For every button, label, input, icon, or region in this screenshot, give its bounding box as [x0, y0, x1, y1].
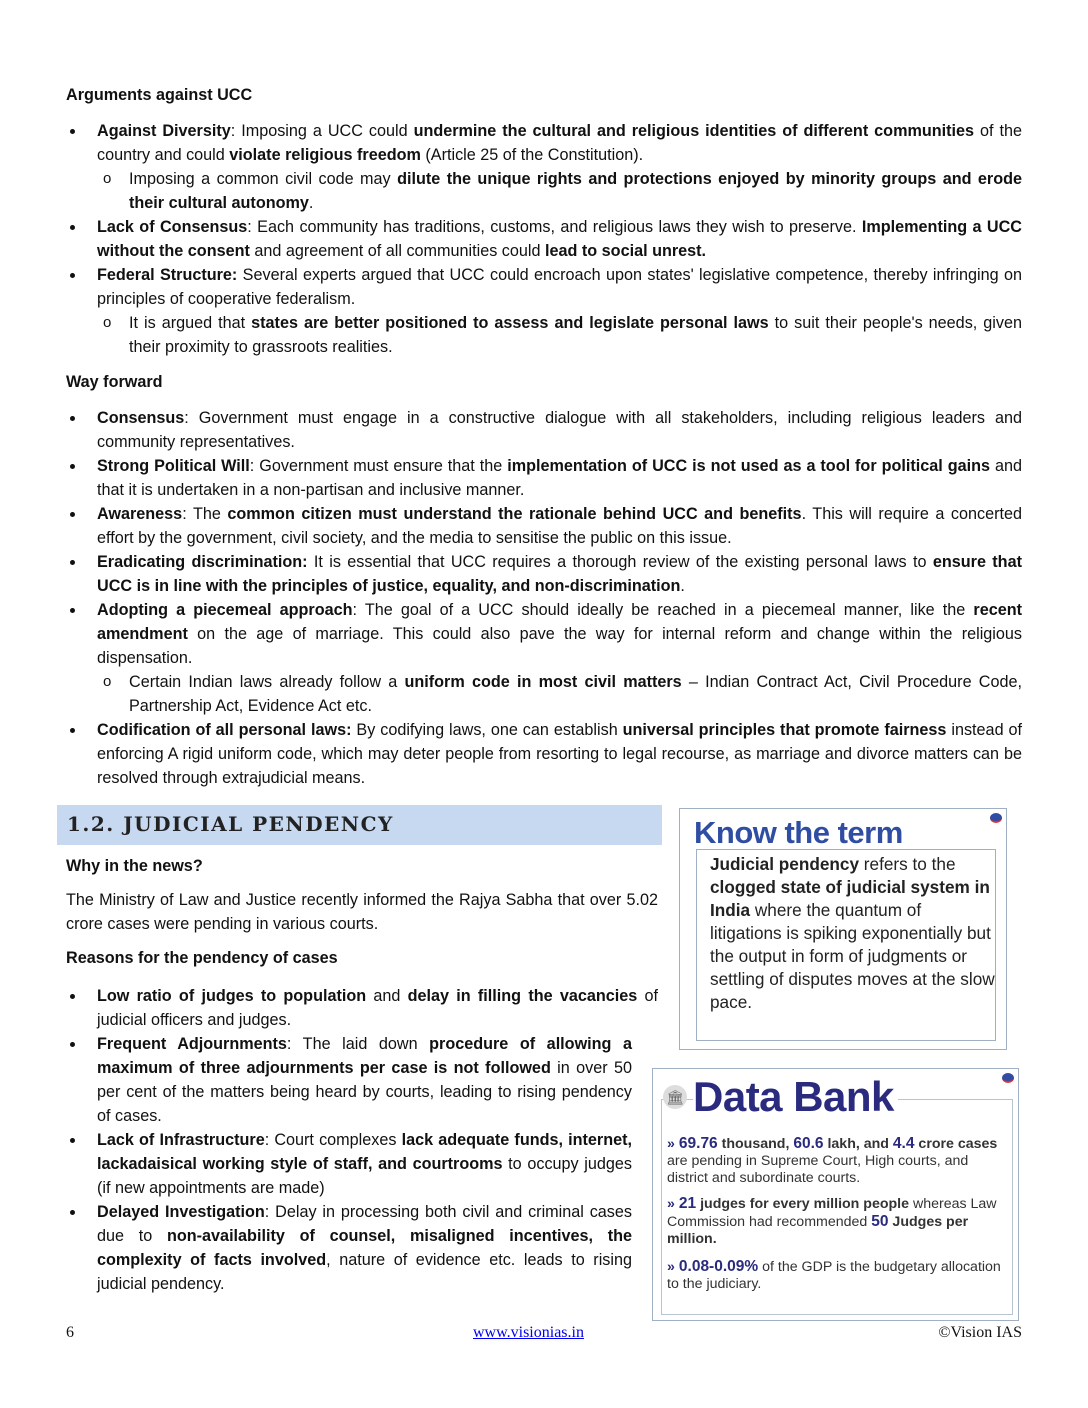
bullet-item [66, 1200, 632, 1296]
know-term-body [710, 853, 995, 1014]
text: are pending in Supreme Court, High courts, and district and subordinate courts. [667, 1153, 969, 1186]
sub-bullet-item [66, 311, 1022, 359]
bold-text: judges for every million people [696, 1196, 910, 1212]
bold-text: 0.08-0.09% [678, 1258, 759, 1275]
text: , nature of evidence etc. leads to rising judicial pendency. [97, 1251, 632, 1293]
footer [66, 1324, 1022, 1342]
bold-text: 50 [871, 1213, 889, 1230]
website-link[interactable]: www.visionias.in [473, 1324, 584, 1341]
bold-text: Awareness [97, 505, 183, 523]
text: . [308, 194, 314, 212]
text: instead of enforcing A rigid uniform code, which may deter people from resorting to legal recourse, as marriage and divorce matters can be resolved through extrajudicial means. [97, 721, 1022, 787]
heading-way-forward: Way forward [66, 373, 163, 391]
sub-bullet-item [66, 167, 1022, 215]
text: It is essential that UCC requires a thorough review of the existing personal laws to [307, 553, 933, 571]
text: of the GDP is the budgetary allocation to the judiciary. [667, 1259, 1001, 1292]
text: of the country and could [97, 122, 1022, 164]
bold-text: clogged state of judicial system in India [710, 877, 990, 920]
bold-text: Judges per million. [667, 1214, 969, 1247]
text: to occupy judges (if new appointments are made) [97, 1155, 632, 1197]
chevron-right-icon: » [667, 1196, 675, 1212]
text: By codifying laws, one can establish [351, 721, 623, 739]
bullet-item [66, 502, 1022, 550]
bold-text: delay in filling the vacancies [407, 987, 638, 1005]
heading-why-in-news: Why in the news? [66, 857, 203, 875]
bullet-item [66, 406, 1022, 454]
bold-text: common citizen must understand the rationale behind UCC and benefits [227, 505, 802, 523]
text: where the quantum of litigations is spiking exponentially but the output in form of judgments or settling of disputes moves at the slow pace. [710, 900, 995, 1012]
heading-reasons: Reasons for the pendency of cases [66, 949, 338, 967]
chevron-right-icon: » [667, 1259, 675, 1275]
bold-text: dilute the unique rights and protections enjoyed by minority groups and erode their cultural autonomy [129, 170, 1022, 212]
bold-text: Lack of Consensus [97, 218, 248, 236]
way-forward-list [66, 406, 1022, 790]
bullet-item [66, 263, 1022, 311]
text: Certain Indian laws already follow a [129, 673, 405, 691]
bold-text: Codification of all personal laws: [97, 721, 352, 739]
text: : Each community has traditions, customs, and religious laws they wish to preserve. [247, 218, 862, 236]
text: (Article 25 of the Constitution). [420, 146, 644, 164]
text: . This will require a concerted effort by the government, civil society, and the media to sensitise the public on this issue. [97, 505, 1022, 547]
data-bank-box [652, 1068, 1019, 1321]
data-bank-item [667, 1135, 1012, 1187]
bold-text: Strong Political Will [97, 457, 250, 475]
bullet-item [66, 718, 1022, 790]
bold-text: non-availability of counsel, misaligned incentives, the complexity of facts involved [97, 1227, 632, 1269]
sub-bullet-item [66, 670, 1022, 718]
heading-arguments-against: Arguments against UCC [66, 86, 253, 104]
bold-text: Federal Structure: [97, 266, 238, 284]
text: of judicial officers and judges. [97, 987, 658, 1029]
section-header [57, 805, 662, 845]
bold-text: lead to social unrest. [545, 242, 707, 260]
text: It is argued that [129, 314, 252, 332]
bold-text: uniform code in most civil matters [404, 673, 682, 691]
text: : Court complexes [264, 1131, 402, 1149]
bullet-item [66, 1032, 632, 1128]
text: refers to the [859, 854, 956, 874]
bold-text: Implementing a UCC without the consent [97, 218, 1022, 260]
text: : Government must ensure that the [249, 457, 508, 475]
bullet-item [66, 454, 1022, 502]
bold-text: lack adequate funds, internet, lackadaisical working style of staff, and courtrooms [97, 1131, 632, 1173]
bullet-item [66, 119, 1022, 167]
bold-text: Consensus [97, 409, 185, 427]
data-bank-item [667, 1195, 1012, 1248]
news-paragraph: The Ministry of Law and Justice recently informed the Rajya Sabha that over 5.02 crore cases were pending in various courts. [66, 891, 658, 933]
text: whereas Law Commission had recommended [667, 1196, 997, 1230]
bold-text: crore cases [914, 1136, 998, 1152]
reasons-list [66, 984, 658, 1296]
bold-text: Judicial pendency [710, 854, 860, 874]
copyright: ©Vision IAS [938, 1324, 1022, 1341]
text: in over 50 per cent of the matters being heard by courts, leading to rising pendency of cases. [97, 1059, 632, 1125]
text: – Indian Contract Act, Civil Procedure Code, Partnership Act, Evidence Act etc. [129, 673, 1022, 715]
page-number: 6 [66, 1324, 74, 1341]
text: : The laid down [286, 1035, 430, 1053]
bold-text: states are better positioned to assess and legislate personal laws [251, 314, 769, 332]
bullet-item [66, 984, 658, 1032]
text: on the age of marriage. This could also pave the way for internal reform and change within the religious dispensation. [97, 625, 1022, 667]
bullet-item [66, 550, 1022, 598]
bold-text: undermine the cultural and religious identities of different communities [413, 122, 975, 140]
bold-text: 69.76 [678, 1135, 718, 1152]
bold-text: ensure that UCC is in line with the principles of justice, equality, and non-discrimination [97, 553, 1022, 595]
logo-icon [990, 813, 1002, 823]
bold-text: Adopting a piecemeal approach [97, 601, 353, 619]
chevron-right-icon: » [667, 1136, 675, 1152]
bullet-item [66, 215, 1022, 263]
text: : Imposing a UCC could [230, 122, 414, 140]
text: : Delay in processing both civil and criminal cases due to [97, 1203, 632, 1245]
text: . [680, 577, 685, 595]
text: and [366, 987, 408, 1005]
bold-text: Lack of Infrastructure [97, 1131, 265, 1149]
data-bank-title: Data Bank [693, 1073, 898, 1121]
text: : The goal of a UCC should ideally be reached in a piecemeal manner, like the [352, 601, 974, 619]
data-bank-item [667, 1258, 1012, 1293]
bold-text: Frequent Adjournments [97, 1035, 287, 1053]
bullet-item [66, 598, 1022, 670]
bold-text: Delayed Investigation [97, 1203, 265, 1221]
bold-text: procedure of allowing a maximum of three adjournments per case is not followed [97, 1035, 632, 1077]
bold-text: recent amendment [97, 601, 1022, 643]
bold-text: 4.4 [892, 1135, 915, 1152]
text: to suit their people's needs, given their proximity to grassroots realities. [129, 314, 1022, 356]
logo-icon [1002, 1073, 1014, 1083]
text: Several experts argued that UCC could encroach upon states' legislative competence, thereby infringing on principles of cooperative federalism. [97, 266, 1022, 308]
bold-text: Low ratio of judges to population [97, 987, 367, 1005]
bank-building-icon: 🏛 [663, 1085, 687, 1109]
bold-text: thousand, [717, 1136, 794, 1152]
bold-text: 21 [678, 1195, 697, 1212]
section-title: 1.2. JUDICIAL PENDENCY [67, 812, 394, 836]
bold-text: 60.6 [793, 1135, 824, 1152]
text: and that it is undertaken in a non-partisan and inclusive manner. [97, 457, 1022, 499]
text: : Government must engage in a constructive dialogue with all stakeholders, including religious leaders and community representatives. [97, 409, 1022, 451]
bold-text: implementation of UCC is not used as a tool for political gains [507, 457, 990, 475]
bold-text: Against Diversity [97, 122, 231, 140]
bold-text: Eradicating discrimination: [97, 553, 308, 571]
bold-text: violate religious freedom [229, 146, 421, 164]
text: and agreement of all communities could [249, 242, 546, 260]
arguments-list [66, 119, 1022, 359]
bold-text: universal principles that promote fairness [622, 721, 947, 739]
text: : The [182, 505, 228, 523]
know-term-title: Know the term [694, 815, 903, 850]
bullet-item [66, 1128, 632, 1200]
bold-text: lakh, and [823, 1136, 893, 1152]
text: Imposing a common civil code may [129, 170, 398, 188]
know-the-term-box [679, 808, 1007, 1050]
